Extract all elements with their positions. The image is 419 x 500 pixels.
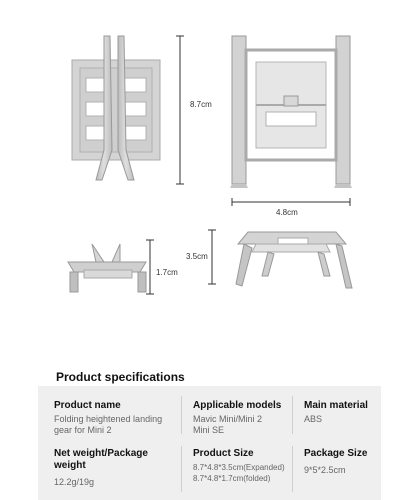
column-divider (181, 396, 182, 434)
spec-value: 9*5*2.5cm (304, 465, 346, 475)
expanded-side-view (236, 232, 352, 288)
column-divider (292, 446, 293, 492)
spec-label: Product Size (193, 448, 254, 459)
spec-label: Main material (304, 400, 368, 411)
spec-value: Folding heightened landing gear for Mini 2 (54, 414, 163, 435)
column-divider (292, 396, 293, 434)
spec-label: Product name (54, 400, 121, 411)
folded-side-view (68, 244, 146, 292)
column-divider (181, 446, 182, 492)
folded-front-view (72, 36, 160, 180)
specs-panel (38, 386, 381, 500)
spec-package-size (304, 448, 380, 476)
spec-main-material (304, 400, 380, 425)
dim-height-folded: 1.7cm (156, 268, 178, 277)
dim-width: 4.8cm (276, 208, 298, 217)
spec-label: Package Size (304, 448, 368, 459)
spec-product-name (54, 400, 178, 436)
expanded-front-view (230, 36, 352, 188)
spec-value: Mavic Mini/Mini 2 Mini SE (193, 414, 263, 435)
spec-weight (54, 448, 180, 488)
dim-height-expanded: 3.5cm (186, 252, 208, 261)
spec-value: ABS (304, 414, 323, 424)
spec-label: Applicable models (193, 400, 282, 411)
spec-label: Net weight/Package weight (54, 448, 148, 471)
spec-value: 8.7*4.8*3.5cm(Expanded) 8.7*4.8*1.7cm(folded) (193, 463, 285, 483)
spec-value: 12.2g/19g (54, 477, 95, 487)
specs-title: Product specifications (56, 370, 185, 384)
spec-applicable-models (193, 400, 289, 436)
spec-product-size (193, 448, 291, 484)
dim-height-unfolded: 8.7cm (190, 100, 212, 109)
